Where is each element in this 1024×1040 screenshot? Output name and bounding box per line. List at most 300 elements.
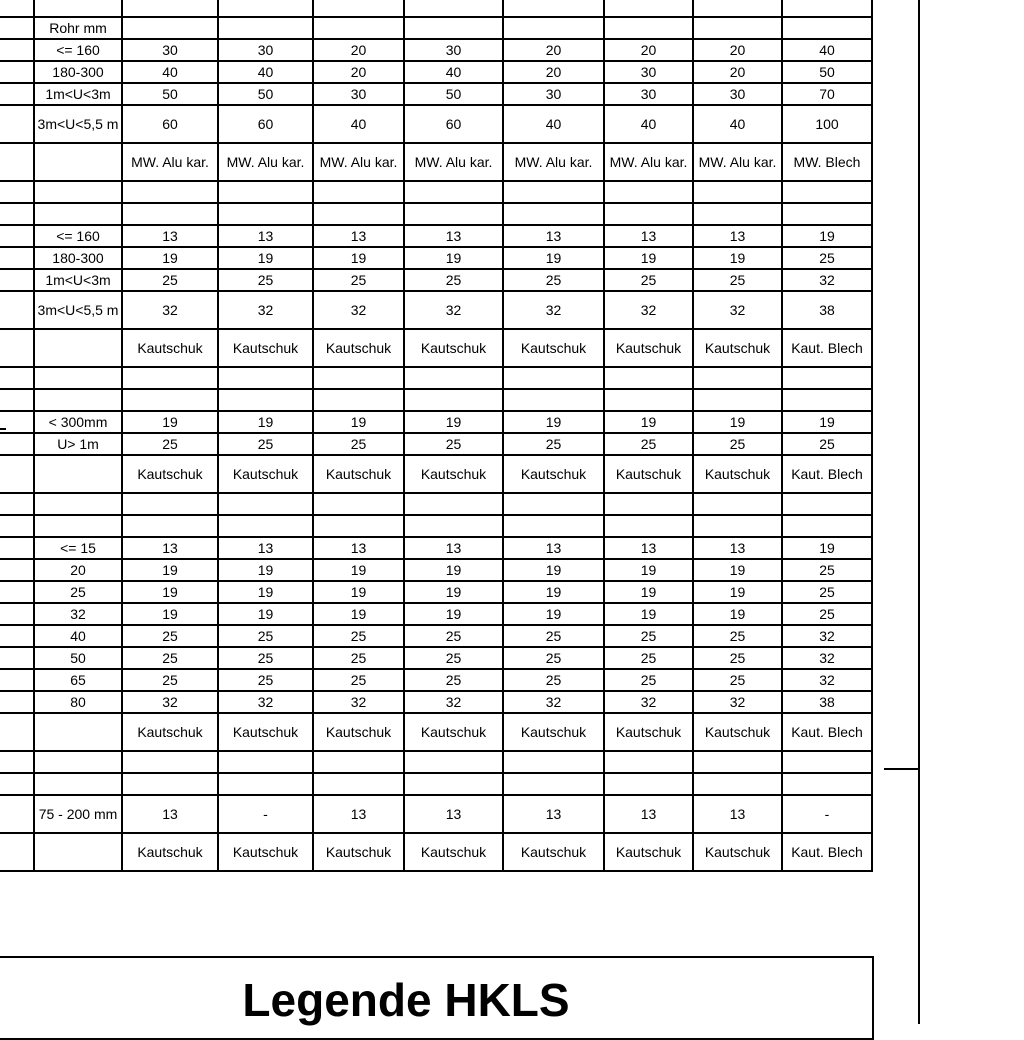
value-cell: 19 [218, 247, 313, 269]
value-cell [122, 181, 218, 203]
value-cell [782, 17, 872, 39]
row-label-cell [0, 603, 34, 625]
value-cell [782, 515, 872, 537]
value-cell: 13 [313, 537, 404, 559]
pipe-size-cell: 1m<U<3m [34, 269, 122, 291]
value-cell [782, 0, 872, 17]
value-cell: 19 [313, 603, 404, 625]
value-cell: 100 [782, 105, 872, 143]
value-cell: 19 [218, 581, 313, 603]
value-cell: 19 [313, 247, 404, 269]
border-tick-mark [884, 768, 919, 770]
value-cell: 19 [604, 581, 693, 603]
value-cell: 30 [693, 83, 782, 105]
value-cell: 32 [404, 691, 503, 713]
table-row [0, 203, 872, 225]
table-row [0, 39, 872, 61]
value-cell: 32 [782, 269, 872, 291]
row-label-cell [0, 83, 34, 105]
value-cell: 25 [313, 625, 404, 647]
value-cell: - [782, 795, 872, 833]
value-cell: 30 [503, 83, 604, 105]
value-cell [693, 367, 782, 389]
value-cell: Kautschuk [122, 455, 218, 493]
value-cell: Kautschuk [503, 833, 604, 871]
value-cell [122, 515, 218, 537]
value-cell: 20 [604, 39, 693, 61]
table-row [0, 795, 872, 833]
value-cell [122, 389, 218, 411]
pipe-size-cell: 40 [34, 625, 122, 647]
value-cell: 32 [782, 647, 872, 669]
value-cell [604, 181, 693, 203]
value-cell: 19 [503, 247, 604, 269]
value-cell: 32 [503, 291, 604, 329]
value-cell [313, 181, 404, 203]
value-cell [122, 493, 218, 515]
value-cell: MW. Alu kar. [503, 143, 604, 181]
value-cell: 19 [604, 559, 693, 581]
value-cell [218, 773, 313, 795]
value-cell: 32 [782, 625, 872, 647]
value-cell [604, 515, 693, 537]
edge-dash-mark [0, 428, 6, 430]
pipe-size-cell [34, 181, 122, 203]
value-cell: 25 [404, 625, 503, 647]
pipe-size-cell: Rohr mm [34, 17, 122, 39]
value-cell: Kautschuk [503, 455, 604, 493]
value-cell: 25 [782, 247, 872, 269]
value-cell: 32 [313, 291, 404, 329]
value-cell: Kautschuk [218, 329, 313, 367]
value-cell: 25 [693, 433, 782, 455]
value-cell: 25 [782, 603, 872, 625]
value-cell [693, 203, 782, 225]
value-cell [404, 203, 503, 225]
pipe-size-cell: < 300mm [34, 411, 122, 433]
value-cell: 20 [503, 39, 604, 61]
row-label-cell [0, 367, 34, 389]
table-row [0, 291, 872, 329]
value-cell: Kaut. Blech [782, 455, 872, 493]
table-row [0, 833, 872, 871]
value-cell: 19 [404, 603, 503, 625]
row-label-cell [0, 713, 34, 751]
table-row [0, 181, 872, 203]
value-cell: 19 [122, 603, 218, 625]
value-cell [313, 515, 404, 537]
value-cell [782, 389, 872, 411]
row-label-cell [0, 203, 34, 225]
row-label-cell [0, 537, 34, 559]
table-row [0, 329, 872, 367]
value-cell: 19 [693, 559, 782, 581]
value-cell [693, 389, 782, 411]
value-cell: 30 [218, 39, 313, 61]
value-cell: 32 [782, 669, 872, 691]
pipe-size-cell [34, 751, 122, 773]
value-cell [122, 17, 218, 39]
row-label-cell [0, 455, 34, 493]
value-cell: 25 [693, 669, 782, 691]
pipe-size-cell: 32 [34, 603, 122, 625]
pipe-size-cell [34, 713, 122, 751]
value-cell [604, 751, 693, 773]
value-cell [218, 181, 313, 203]
pipe-size-cell [34, 493, 122, 515]
table-row [0, 105, 872, 143]
value-cell: 25 [782, 559, 872, 581]
table-row [0, 247, 872, 269]
value-cell: 19 [122, 559, 218, 581]
value-cell: 19 [782, 537, 872, 559]
pipe-size-cell: 80 [34, 691, 122, 713]
value-cell: 19 [122, 411, 218, 433]
value-cell: 40 [122, 61, 218, 83]
value-cell [404, 773, 503, 795]
value-cell: 25 [404, 669, 503, 691]
value-cell: 25 [313, 433, 404, 455]
table-row [0, 713, 872, 751]
value-cell: 19 [218, 559, 313, 581]
value-cell: 20 [693, 61, 782, 83]
value-cell [604, 773, 693, 795]
value-cell: 60 [404, 105, 503, 143]
value-cell [604, 389, 693, 411]
value-cell: 30 [313, 83, 404, 105]
value-cell: 13 [218, 225, 313, 247]
value-cell: 32 [122, 691, 218, 713]
value-cell: 32 [604, 291, 693, 329]
value-cell: 32 [122, 291, 218, 329]
row-label-cell [0, 389, 34, 411]
row-label-cell [0, 61, 34, 83]
value-cell: Kautschuk [313, 455, 404, 493]
value-cell: Kautschuk [313, 329, 404, 367]
row-label-cell [0, 181, 34, 203]
value-cell: Kautschuk [604, 713, 693, 751]
value-cell: 25 [313, 647, 404, 669]
value-cell: 19 [604, 411, 693, 433]
value-cell [122, 203, 218, 225]
value-cell [693, 181, 782, 203]
pipe-size-cell: 180-300 [34, 61, 122, 83]
table-row [0, 455, 872, 493]
pipe-size-cell [34, 329, 122, 367]
value-cell [503, 515, 604, 537]
table-row [0, 773, 872, 795]
value-cell [693, 0, 782, 17]
table-row [0, 493, 872, 515]
value-cell: 13 [693, 537, 782, 559]
value-cell: 32 [604, 691, 693, 713]
value-cell: 19 [404, 247, 503, 269]
value-cell [404, 515, 503, 537]
value-cell: 13 [503, 537, 604, 559]
value-cell [503, 751, 604, 773]
value-cell: Kautschuk [313, 713, 404, 751]
value-cell: 25 [693, 625, 782, 647]
table-row [0, 751, 872, 773]
pipe-size-cell: 25 [34, 581, 122, 603]
value-cell: 40 [693, 105, 782, 143]
value-cell: 13 [604, 225, 693, 247]
value-cell: 19 [503, 411, 604, 433]
value-cell [404, 493, 503, 515]
table-row [0, 61, 872, 83]
pipe-size-cell: 75 - 200 mm [34, 795, 122, 833]
table-row [0, 143, 872, 181]
row-label-cell [0, 247, 34, 269]
value-cell: 25 [604, 647, 693, 669]
value-cell [218, 203, 313, 225]
value-cell: 25 [218, 625, 313, 647]
value-cell: 13 [503, 225, 604, 247]
value-cell: 25 [693, 647, 782, 669]
value-cell: 50 [782, 61, 872, 83]
table-row [0, 433, 872, 455]
table-row [0, 603, 872, 625]
value-cell: MW. Blech [782, 143, 872, 181]
value-cell: 40 [313, 105, 404, 143]
value-cell [404, 389, 503, 411]
value-cell: Kautschuk [693, 455, 782, 493]
value-cell: 25 [604, 625, 693, 647]
value-cell [503, 493, 604, 515]
row-label-cell [0, 329, 34, 367]
row-label-cell [0, 493, 34, 515]
value-cell: MW. Alu kar. [122, 143, 218, 181]
value-cell: 32 [693, 291, 782, 329]
value-cell [313, 0, 404, 17]
value-cell: 25 [122, 647, 218, 669]
table-row [0, 225, 872, 247]
pipe-size-cell: <= 15 [34, 537, 122, 559]
row-label-cell [0, 773, 34, 795]
value-cell [404, 367, 503, 389]
value-cell: 20 [313, 39, 404, 61]
table-row [0, 17, 872, 39]
table-row [0, 647, 872, 669]
row-label-cell [0, 143, 34, 181]
value-cell [122, 0, 218, 17]
value-cell [503, 389, 604, 411]
value-cell [218, 367, 313, 389]
value-cell [313, 203, 404, 225]
value-cell: Kautschuk [218, 833, 313, 871]
row-label-cell [0, 833, 34, 871]
value-cell: 20 [693, 39, 782, 61]
row-label-cell [0, 751, 34, 773]
value-cell [503, 181, 604, 203]
value-cell: Kautschuk [503, 329, 604, 367]
pipe-size-cell: 3m<U<5,5 m [34, 105, 122, 143]
value-cell: 25 [782, 433, 872, 455]
table-row [0, 367, 872, 389]
value-cell: 25 [404, 647, 503, 669]
value-cell [782, 367, 872, 389]
value-cell: 19 [604, 603, 693, 625]
value-cell [503, 773, 604, 795]
value-cell: 20 [313, 61, 404, 83]
value-cell: Kautschuk [693, 329, 782, 367]
table-row [0, 559, 872, 581]
value-cell: 19 [782, 411, 872, 433]
pipe-size-cell: 1m<U<3m [34, 83, 122, 105]
value-cell: 13 [122, 225, 218, 247]
row-label-cell [0, 581, 34, 603]
value-cell: 25 [693, 269, 782, 291]
value-cell: 32 [313, 691, 404, 713]
value-cell [218, 515, 313, 537]
pipe-size-cell: <= 160 [34, 225, 122, 247]
value-cell: 19 [503, 559, 604, 581]
value-cell [404, 0, 503, 17]
value-cell: Kautschuk [604, 455, 693, 493]
row-label-cell [0, 647, 34, 669]
value-cell: 40 [782, 39, 872, 61]
table-row [0, 83, 872, 105]
pipe-size-cell [34, 389, 122, 411]
value-cell: 13 [503, 795, 604, 833]
value-cell [404, 751, 503, 773]
value-cell: 32 [503, 691, 604, 713]
value-cell: Kautschuk [604, 329, 693, 367]
value-cell [693, 773, 782, 795]
table-row [0, 625, 872, 647]
value-cell: 30 [604, 83, 693, 105]
value-cell: Kaut. Blech [782, 329, 872, 367]
value-cell [604, 203, 693, 225]
value-cell [604, 0, 693, 17]
table-row [0, 269, 872, 291]
row-label-cell [0, 433, 34, 455]
value-cell [313, 751, 404, 773]
value-cell [782, 203, 872, 225]
value-cell: 19 [693, 411, 782, 433]
value-cell: 25 [503, 647, 604, 669]
value-cell: 32 [218, 291, 313, 329]
value-cell [503, 0, 604, 17]
value-cell: 70 [782, 83, 872, 105]
value-cell: 19 [503, 581, 604, 603]
value-cell: 19 [693, 247, 782, 269]
value-cell: 13 [122, 795, 218, 833]
value-cell [693, 515, 782, 537]
value-cell: 13 [404, 537, 503, 559]
row-label-cell [0, 625, 34, 647]
pipe-size-cell: <= 160 [34, 39, 122, 61]
value-cell: 25 [782, 581, 872, 603]
value-cell: MW. Alu kar. [218, 143, 313, 181]
value-cell: 19 [404, 411, 503, 433]
value-cell: Kautschuk [218, 713, 313, 751]
value-cell: MW. Alu kar. [404, 143, 503, 181]
value-cell [122, 773, 218, 795]
value-cell: 25 [313, 269, 404, 291]
pipe-size-cell: 50 [34, 647, 122, 669]
value-cell: 25 [503, 669, 604, 691]
pipe-size-cell [34, 773, 122, 795]
value-cell: 19 [404, 581, 503, 603]
value-cell: Kautschuk [404, 455, 503, 493]
value-cell: 25 [604, 669, 693, 691]
value-cell: 25 [218, 269, 313, 291]
value-cell [503, 367, 604, 389]
value-cell: 25 [313, 669, 404, 691]
value-cell: 40 [404, 61, 503, 83]
value-cell: 19 [503, 603, 604, 625]
table-row [0, 515, 872, 537]
value-cell [218, 751, 313, 773]
value-cell: 25 [122, 433, 218, 455]
value-cell: Kautschuk [693, 713, 782, 751]
value-cell: 13 [693, 225, 782, 247]
pipe-size-cell [34, 367, 122, 389]
value-cell: Kautschuk [122, 329, 218, 367]
value-cell [218, 17, 313, 39]
value-cell: 19 [404, 559, 503, 581]
value-cell [313, 389, 404, 411]
pipe-size-cell: 20 [34, 559, 122, 581]
value-cell [604, 493, 693, 515]
value-cell: 30 [122, 39, 218, 61]
value-cell: 19 [218, 603, 313, 625]
value-cell: 32 [404, 291, 503, 329]
value-cell: 19 [122, 581, 218, 603]
value-cell: 38 [782, 691, 872, 713]
value-cell: 19 [218, 411, 313, 433]
table-row [0, 411, 872, 433]
row-label-cell [0, 17, 34, 39]
value-cell: 13 [604, 537, 693, 559]
value-cell: 30 [404, 39, 503, 61]
value-cell: 19 [313, 581, 404, 603]
value-cell: 25 [218, 669, 313, 691]
value-cell: 13 [604, 795, 693, 833]
value-cell: 25 [503, 433, 604, 455]
value-cell [218, 389, 313, 411]
value-cell: 13 [122, 537, 218, 559]
value-cell [313, 773, 404, 795]
value-cell [313, 493, 404, 515]
table-row [0, 691, 872, 713]
value-cell: 13 [313, 225, 404, 247]
table-row [0, 0, 872, 17]
value-cell [782, 773, 872, 795]
value-cell: 19 [693, 603, 782, 625]
value-cell: 40 [604, 105, 693, 143]
value-cell: 25 [218, 647, 313, 669]
value-cell: 13 [218, 537, 313, 559]
value-cell: 38 [782, 291, 872, 329]
row-label-cell [0, 105, 34, 143]
value-cell: MW. Alu kar. [604, 143, 693, 181]
value-cell: 60 [122, 105, 218, 143]
value-cell [404, 181, 503, 203]
value-cell: 20 [503, 61, 604, 83]
row-label-cell [0, 225, 34, 247]
row-label-cell [0, 691, 34, 713]
value-cell: Kautschuk [313, 833, 404, 871]
value-cell: Kautschuk [404, 833, 503, 871]
value-cell: 25 [604, 269, 693, 291]
value-cell: MW. Alu kar. [693, 143, 782, 181]
value-cell: 32 [693, 691, 782, 713]
value-cell: Kautschuk [404, 329, 503, 367]
value-cell: - [218, 795, 313, 833]
row-label-cell [0, 291, 34, 329]
